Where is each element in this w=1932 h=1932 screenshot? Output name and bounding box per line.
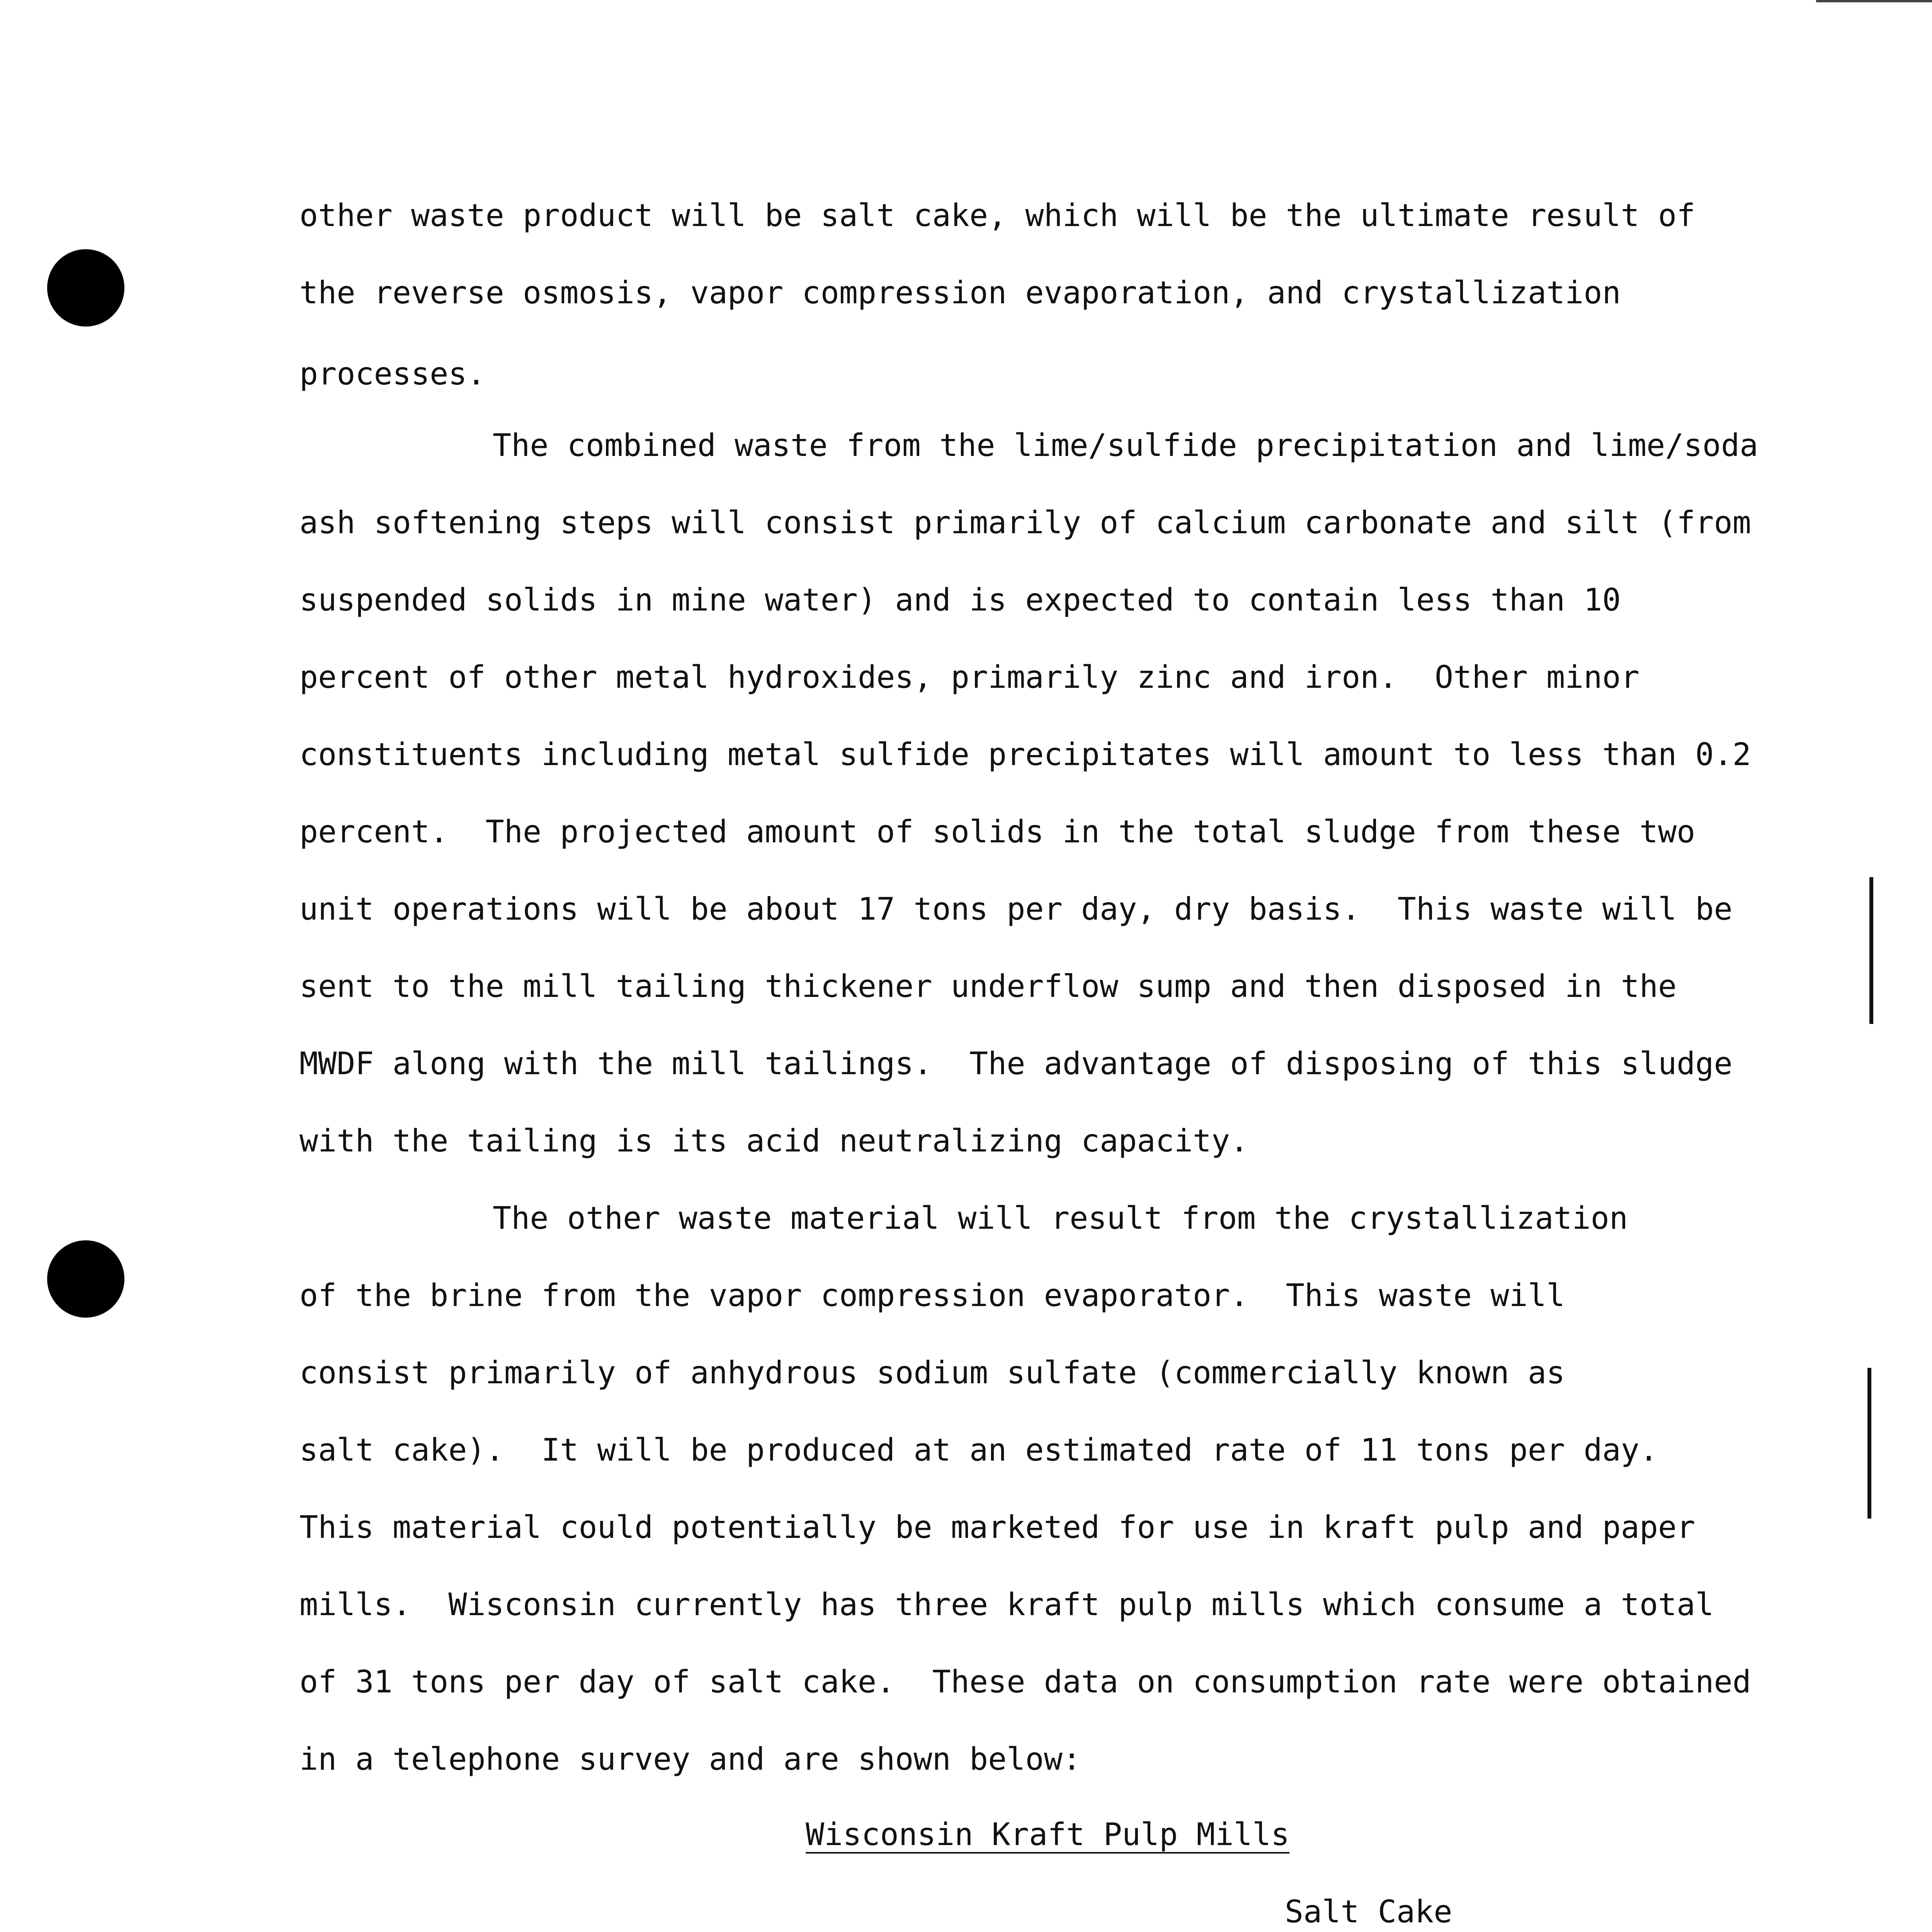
revision-bar-1 [1869,877,1873,1024]
text-line: The other waste material will result from the crystallization [493,1200,1628,1236]
text-line: MWDF along with the mill tailings. The advantage of disposing of this sludge [299,1046,1733,1082]
text-line: ash softening steps will consist primarily of calcium carbonate and silt (from [299,505,1751,541]
text-line: percent. The projected amount of solids in the total sludge from these two [299,814,1696,850]
revision-bar-2 [1867,1368,1871,1519]
text-line: This material could potentially be marketed for use in kraft pulp and paper [299,1509,1696,1545]
punch-hole-middle [47,1240,124,1318]
text-line: suspended solids in mine water) and is expected to contain less than 10 [299,582,1621,618]
text-line: mills. Wisconsin currently has three kraft pulp mills which consume a total [299,1587,1714,1622]
text-line: other waste product will be salt cake, which will be the ultimate result of [299,197,1696,233]
text-line: of 31 tons per day of salt cake. These data on consumption rate were obtained [299,1664,1751,1700]
text-line: The combined waste from the lime/sulfide precipitation and lime/soda [493,427,1759,463]
text-line: unit operations will be about 17 tons per day, dry basis. This waste will be [299,891,1733,927]
text-line: sent to the mill tailing thickener underflow sump and then disposed in the [299,968,1677,1004]
table-title: Wisconsin Kraft Pulp Mills [806,1816,1290,1852]
text-line: with the tailing is its acid neutralizing capacity. [299,1123,1249,1159]
scan-edge-top [1816,0,1932,2]
header-consumption-line1: Salt Cake [1285,1894,1452,1930]
text-line: in a telephone survey and are shown below: [299,1741,1081,1777]
text-line: percent of other metal hydroxides, primarily zinc and iron. Other minor [299,659,1639,695]
punch-hole-top [47,249,124,327]
text-line: of the brine from the vapor compression evaporator. This waste will [299,1277,1565,1313]
text-line: consist primarily of anhydrous sodium sulfate (commercially known as [299,1355,1565,1391]
text-line: processes. [299,356,486,392]
text-line: constituents including metal sulfide precipitates will amount to less than 0.2 [299,736,1751,772]
text-line: salt cake). It will be produced at an estimated rate of 11 tons per day. [299,1432,1658,1468]
text-line: the reverse osmosis, vapor compression evaporation, and crystallization [299,275,1621,311]
